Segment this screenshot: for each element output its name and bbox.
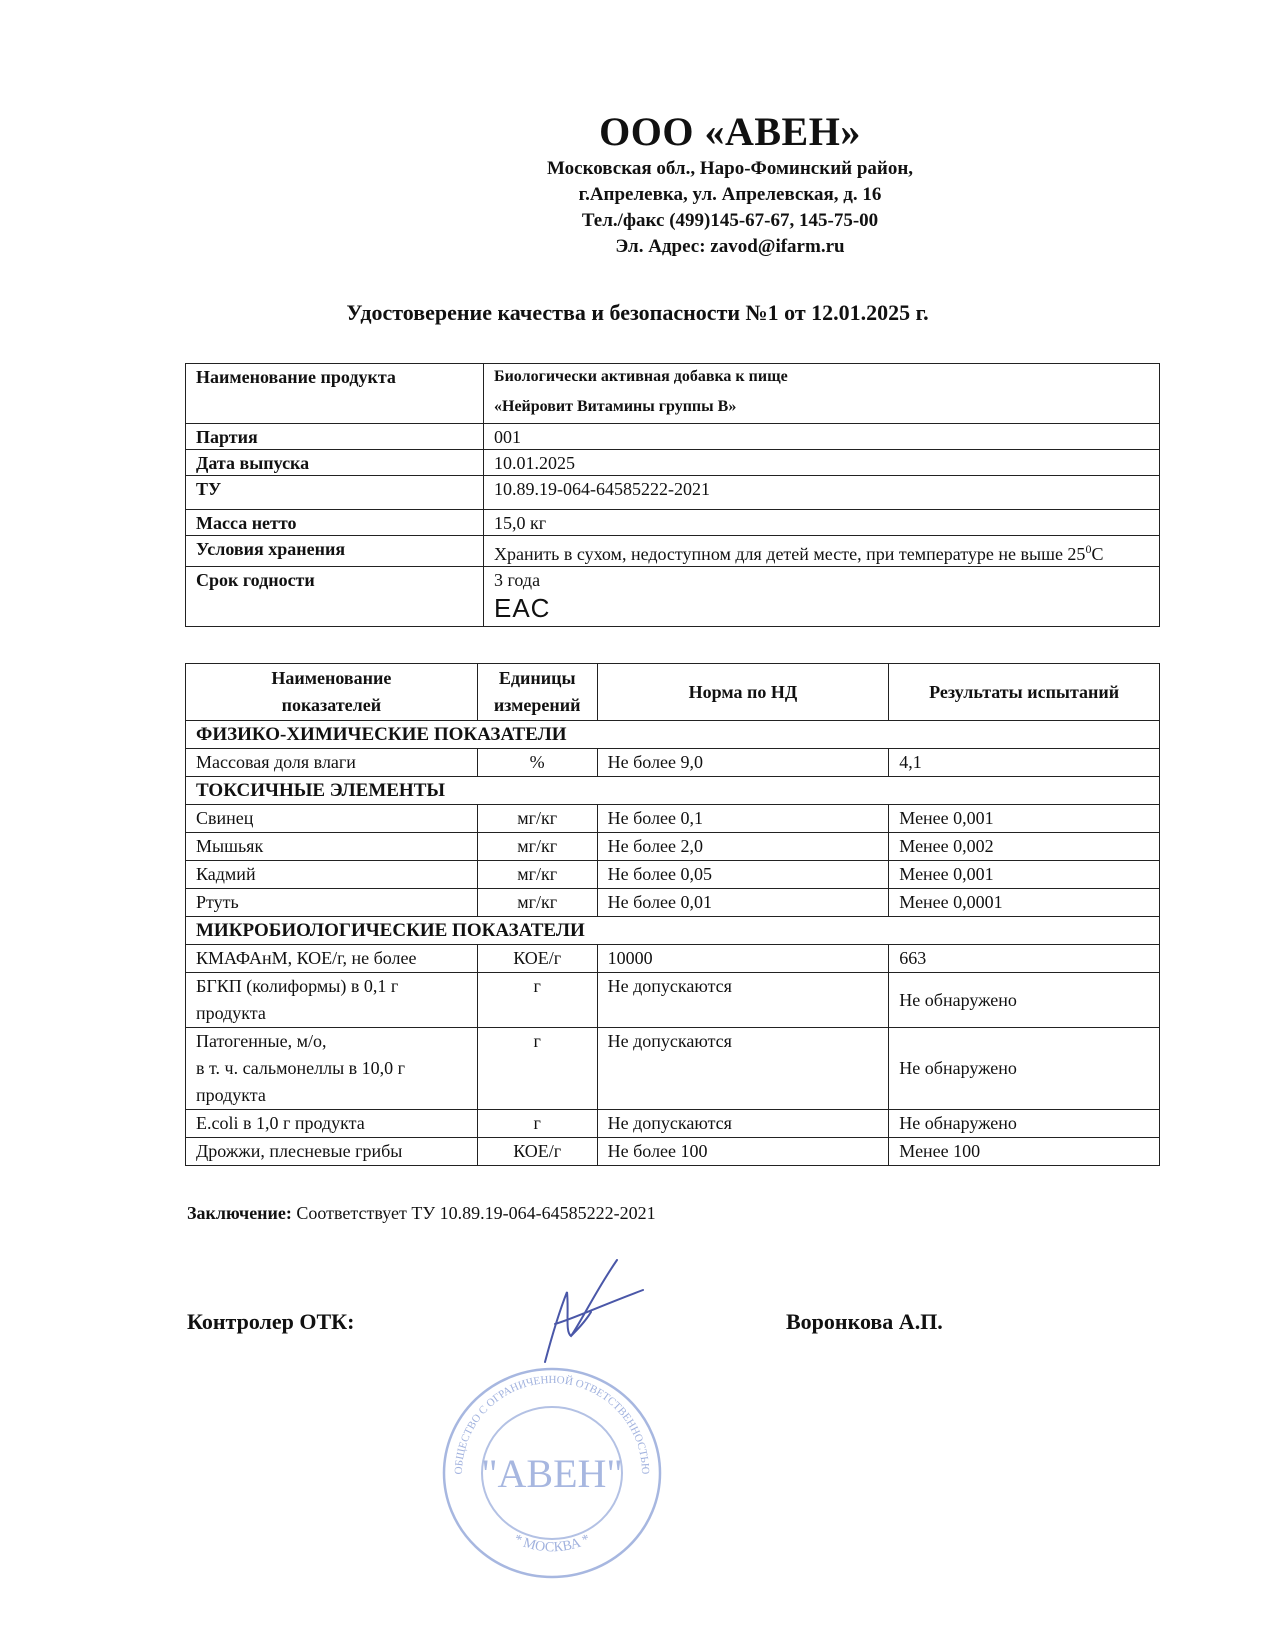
shelf-value [484,567,1160,627]
indicator-result: 4,1 [889,749,1160,777]
conclusion-text: Соответствует ТУ 10.89.19-064-64585222-2021 [296,1203,656,1223]
release-label: Дата выпуска [186,450,484,476]
indicator-unit: % [477,749,597,777]
indicator-norm: Не более 0,05 [597,861,889,889]
stamp-ring-top: ОБЩЕСТВО С ОГРАНИЧЕННОЙ ОТВЕТСТВЕННОСТЬЮ [452,1373,652,1475]
indicator-name: Дрожжи, плесневые грибы [186,1138,478,1166]
indicator-norm: Не более 2,0 [597,833,889,861]
indicator-norm: Не допускаются [597,1028,889,1110]
indicator-result: 663 [889,945,1160,973]
tu-label: ТУ [186,476,484,510]
indicator-norm: Не более 100 [597,1138,889,1166]
indicator-unit: КОЕ/г [477,1138,597,1166]
certificate-title: Удостоверение качества и безопасности №1 от 12.01.2025 г. [346,300,929,325]
section-row [186,917,1160,945]
batch-value: 001 [484,424,1160,450]
indicator-name-line: продукта [196,1085,266,1105]
address-line-2: г.Апрелевка, ул. Апрелевская, д. 16 [578,184,882,205]
indicator-name-line: БГКП (колиформы) в 0,1 г [196,976,399,996]
batch-label: Партия [186,424,484,450]
indicator-unit: мг/кг [477,861,597,889]
table-row [186,805,1160,833]
indicator-name: КМАФАнМ, КОЕ/г, не более [186,945,478,973]
email-line: Эл. Адрес: zavod@ifarm.ru [615,236,845,257]
storage-value [484,536,1160,567]
product-label: Наименование продукта [186,364,484,424]
indicator-unit: г [477,973,597,1028]
indicator-norm: Не более 0,01 [597,889,889,917]
section-row [186,777,1160,805]
col-header-name [186,664,478,721]
mass-label: Масса нетто [186,510,484,536]
table-row [186,973,1160,1028]
storage-unit: С [1091,544,1104,564]
storage-label: Условия хранения [186,536,484,567]
indicator-unit: г [477,1028,597,1110]
indicator-norm: Не более 9,0 [597,749,889,777]
col-header-units [477,664,597,721]
indicator-result: Не обнаружено [889,1110,1160,1138]
indicator-name-line: продукта [196,1003,266,1023]
col-header-result: Результаты испытаний [889,664,1160,721]
indicator-name-line: Патогенные, м/о, [196,1031,327,1051]
product-name: «Нейровит Витамины группы В» [494,398,737,415]
indicator-name: Кадмий [186,861,478,889]
indicator-name [186,973,478,1028]
storage-text: Хранить в сухом, недоступном для детей месте, при температуре не выше 25 [494,544,1086,564]
col-header-name-1: Наименование [271,668,392,688]
product-info-table [185,363,1160,627]
indicator-unit: г [477,1110,597,1138]
shelf-life: 3 года [494,570,541,590]
degree-mark: 0 [1085,542,1092,556]
indicator-name: Мышьяк [186,833,478,861]
indicator-result: Менее 0,001 [889,805,1160,833]
indicator-result: Не обнаружено [889,973,1160,1028]
section-title: ФИЗИКО-ХИМИЧЕСКИЕ ПОКАЗАТЕЛИ [186,721,1160,749]
indicator-result: Менее 0,001 [889,861,1160,889]
phone-line: Тел./факс (499)145-67-67, 145-75-00 [581,210,879,231]
section-row [186,721,1160,749]
indicator-result: Менее 100 [889,1138,1160,1166]
indicator-name: Массовая доля влаги [186,749,478,777]
batch-row [186,424,1160,450]
table-row [186,889,1160,917]
table-row [186,1138,1160,1166]
indicator-name: Ртуть [186,889,478,917]
indicators-table [185,663,1160,1166]
table-row [186,1110,1160,1138]
eac-mark: EAC [494,593,551,623]
indicator-result: Не обнаружено [889,1028,1160,1110]
product-type: Биологически активная добавка к пище [494,368,788,385]
release-row [186,450,1160,476]
conclusion-label: Заключение: [187,1203,292,1223]
indicator-name [186,1028,478,1110]
shelf-label: Срок годности [186,567,484,627]
indicator-result: Менее 0,002 [889,833,1160,861]
tu-value: 10.89.19-064-64585222-2021 [484,476,1160,510]
release-value: 10.01.2025 [484,450,1160,476]
indicator-unit: мг/кг [477,805,597,833]
indicator-unit: мг/кг [477,889,597,917]
indicator-result: Менее 0,0001 [889,889,1160,917]
indicator-unit: КОЕ/г [477,945,597,973]
indicator-norm: Не допускаются [597,973,889,1028]
table-row [186,1028,1160,1110]
section-title: МИКРОБИОЛОГИЧЕСКИЕ ПОКАЗАТЕЛИ [186,917,1160,945]
mass-value: 15,0 кг [484,510,1160,536]
section-title: ТОКСИЧНЫЕ ЭЛЕМЕНТЫ [186,777,1160,805]
company-name: ООО «АВЕН» [599,109,861,154]
col-header-units-1: Единицы [498,668,576,688]
indicator-name: E.coli в 1,0 г продукта [186,1110,478,1138]
col-header-norm: Норма по НД [597,664,889,721]
product-row [186,364,1160,424]
address-line-1: Московская обл., Наро-Фоминский район, [546,158,914,179]
table-row [186,749,1160,777]
letterhead [470,108,990,260]
indicator-norm: 10000 [597,945,889,973]
indicator-name-line: в т. ч. сальмонеллы в 10,0 г [196,1058,406,1078]
controller-name: Воронкова А.П. [786,1309,943,1334]
indicator-norm: Не более 0,1 [597,805,889,833]
signature-icon [525,1252,655,1372]
table-row [186,945,1160,973]
shelf-row [186,567,1160,627]
table-row [186,833,1160,861]
storage-row [186,536,1160,567]
indicator-name: Свинец [186,805,478,833]
conclusion [187,1203,656,1224]
indicator-unit: мг/кг [477,833,597,861]
controller-role: Контролер ОТК: [187,1309,355,1334]
product-value [484,364,1160,424]
company-stamp [432,1355,672,1590]
stamp-ring-bottom: * МОСКВА * [511,1531,593,1556]
table-row [186,861,1160,889]
stamp-center: "АВЕН" [481,1451,623,1496]
indicator-norm: Не допускаются [597,1110,889,1138]
indicators-header-row [186,664,1160,721]
col-header-name-2: показателей [281,695,382,715]
col-header-units-2: измерений [493,695,581,715]
tu-row [186,476,1160,510]
mass-row [186,510,1160,536]
